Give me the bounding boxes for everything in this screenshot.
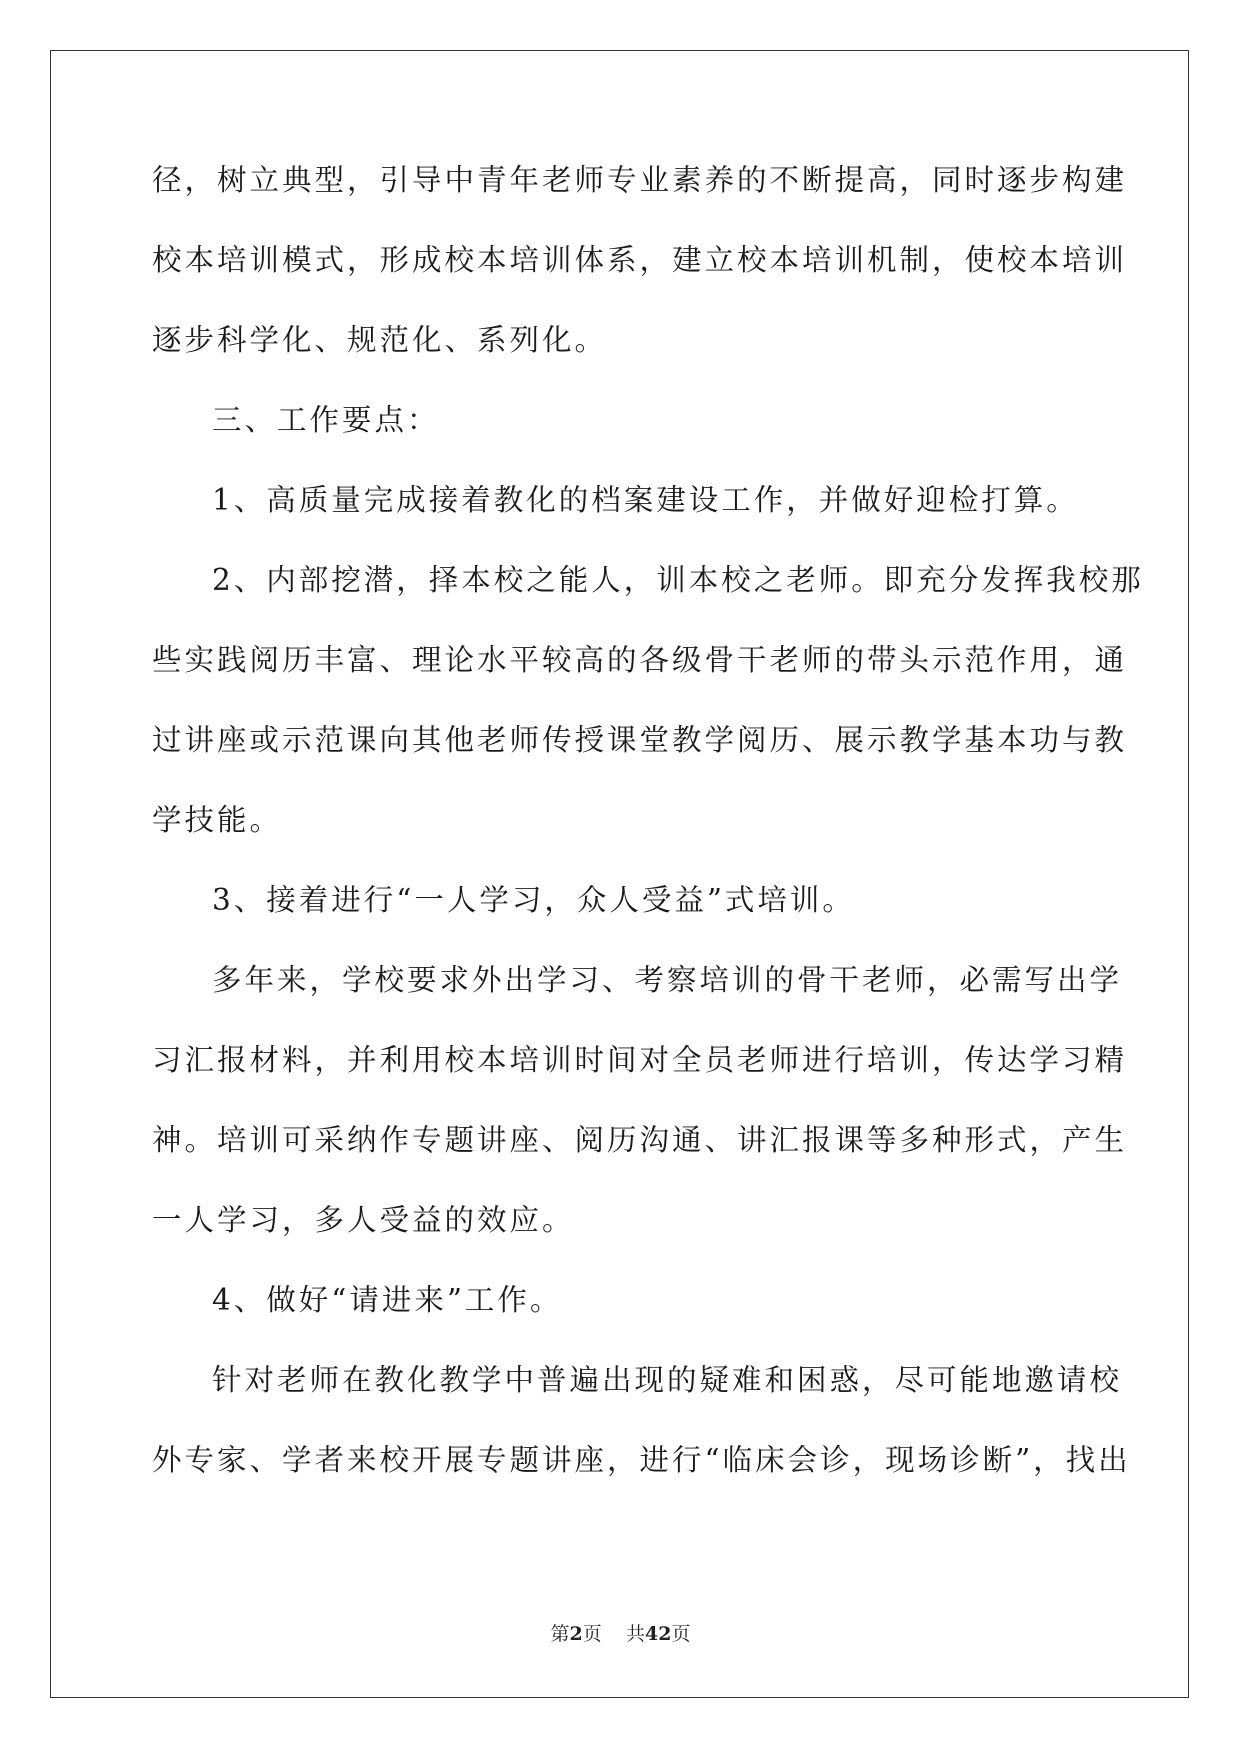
text-line: 些实践阅历丰富、理论水平较高的各级骨干老师的带头示范作用，通: [152, 643, 1128, 677]
total-pages: 42: [644, 1623, 672, 1645]
text-line: 习汇报材料，并利用校本培训时间对全员老师进行培训，传达学习精: [152, 1043, 1128, 1077]
page-prefix: 第: [550, 1623, 570, 1645]
text-line: 过讲座或示范课向其他老师传授课堂教学阅历、展示教学基本功与教: [152, 723, 1128, 757]
text-line: 3、接着进行“一人学习，众人受益”式培训。: [212, 883, 855, 917]
text-line: 2、内部挖潜，择本校之能人，训本校之老师。即充分发挥我校那: [212, 563, 1144, 597]
page-suffix: 页: [582, 1623, 602, 1645]
text-line: 4、做好“请进来”工作。: [212, 1283, 563, 1317]
total-prefix: 共: [625, 1623, 645, 1645]
text-line: 径，树立典型，引导中青年老师专业素养的不断提高，同时逐步构建: [152, 163, 1128, 197]
page-footer: [0, 1622, 1241, 1646]
text-line: 外专家、学者来校开展专题讲座，进行“临床会诊，现场诊断”，找出: [152, 1443, 1131, 1477]
text-line: 逐步科学化、规范化、系列化。: [152, 323, 608, 357]
text-line: 一人学习，多人受益的效应。: [152, 1203, 575, 1237]
text-line: 校本培训模式，形成校本培训体系，建立校本培训机制，使校本培训: [152, 243, 1128, 277]
page-number: 2: [569, 1623, 583, 1645]
text-line: 神。培训可采纳作专题讲座、阅历沟通、讲汇报课等多种形式，产生: [152, 1123, 1128, 1157]
text-line: 1、高质量完成接着教化的档案建设工作，并做好迎检打算。: [212, 483, 1079, 517]
total-suffix: 页: [671, 1623, 691, 1645]
section-heading: 三、工作要点：: [212, 403, 440, 437]
text-line: 多年来，学校要求外出学习、考察培训的骨干老师，必需写出学: [212, 963, 1123, 997]
text-line: 针对老师在教化教学中普遍出现的疑难和困惑，尽可能地邀请校: [212, 1363, 1123, 1397]
text-line: 学技能。: [152, 803, 283, 837]
